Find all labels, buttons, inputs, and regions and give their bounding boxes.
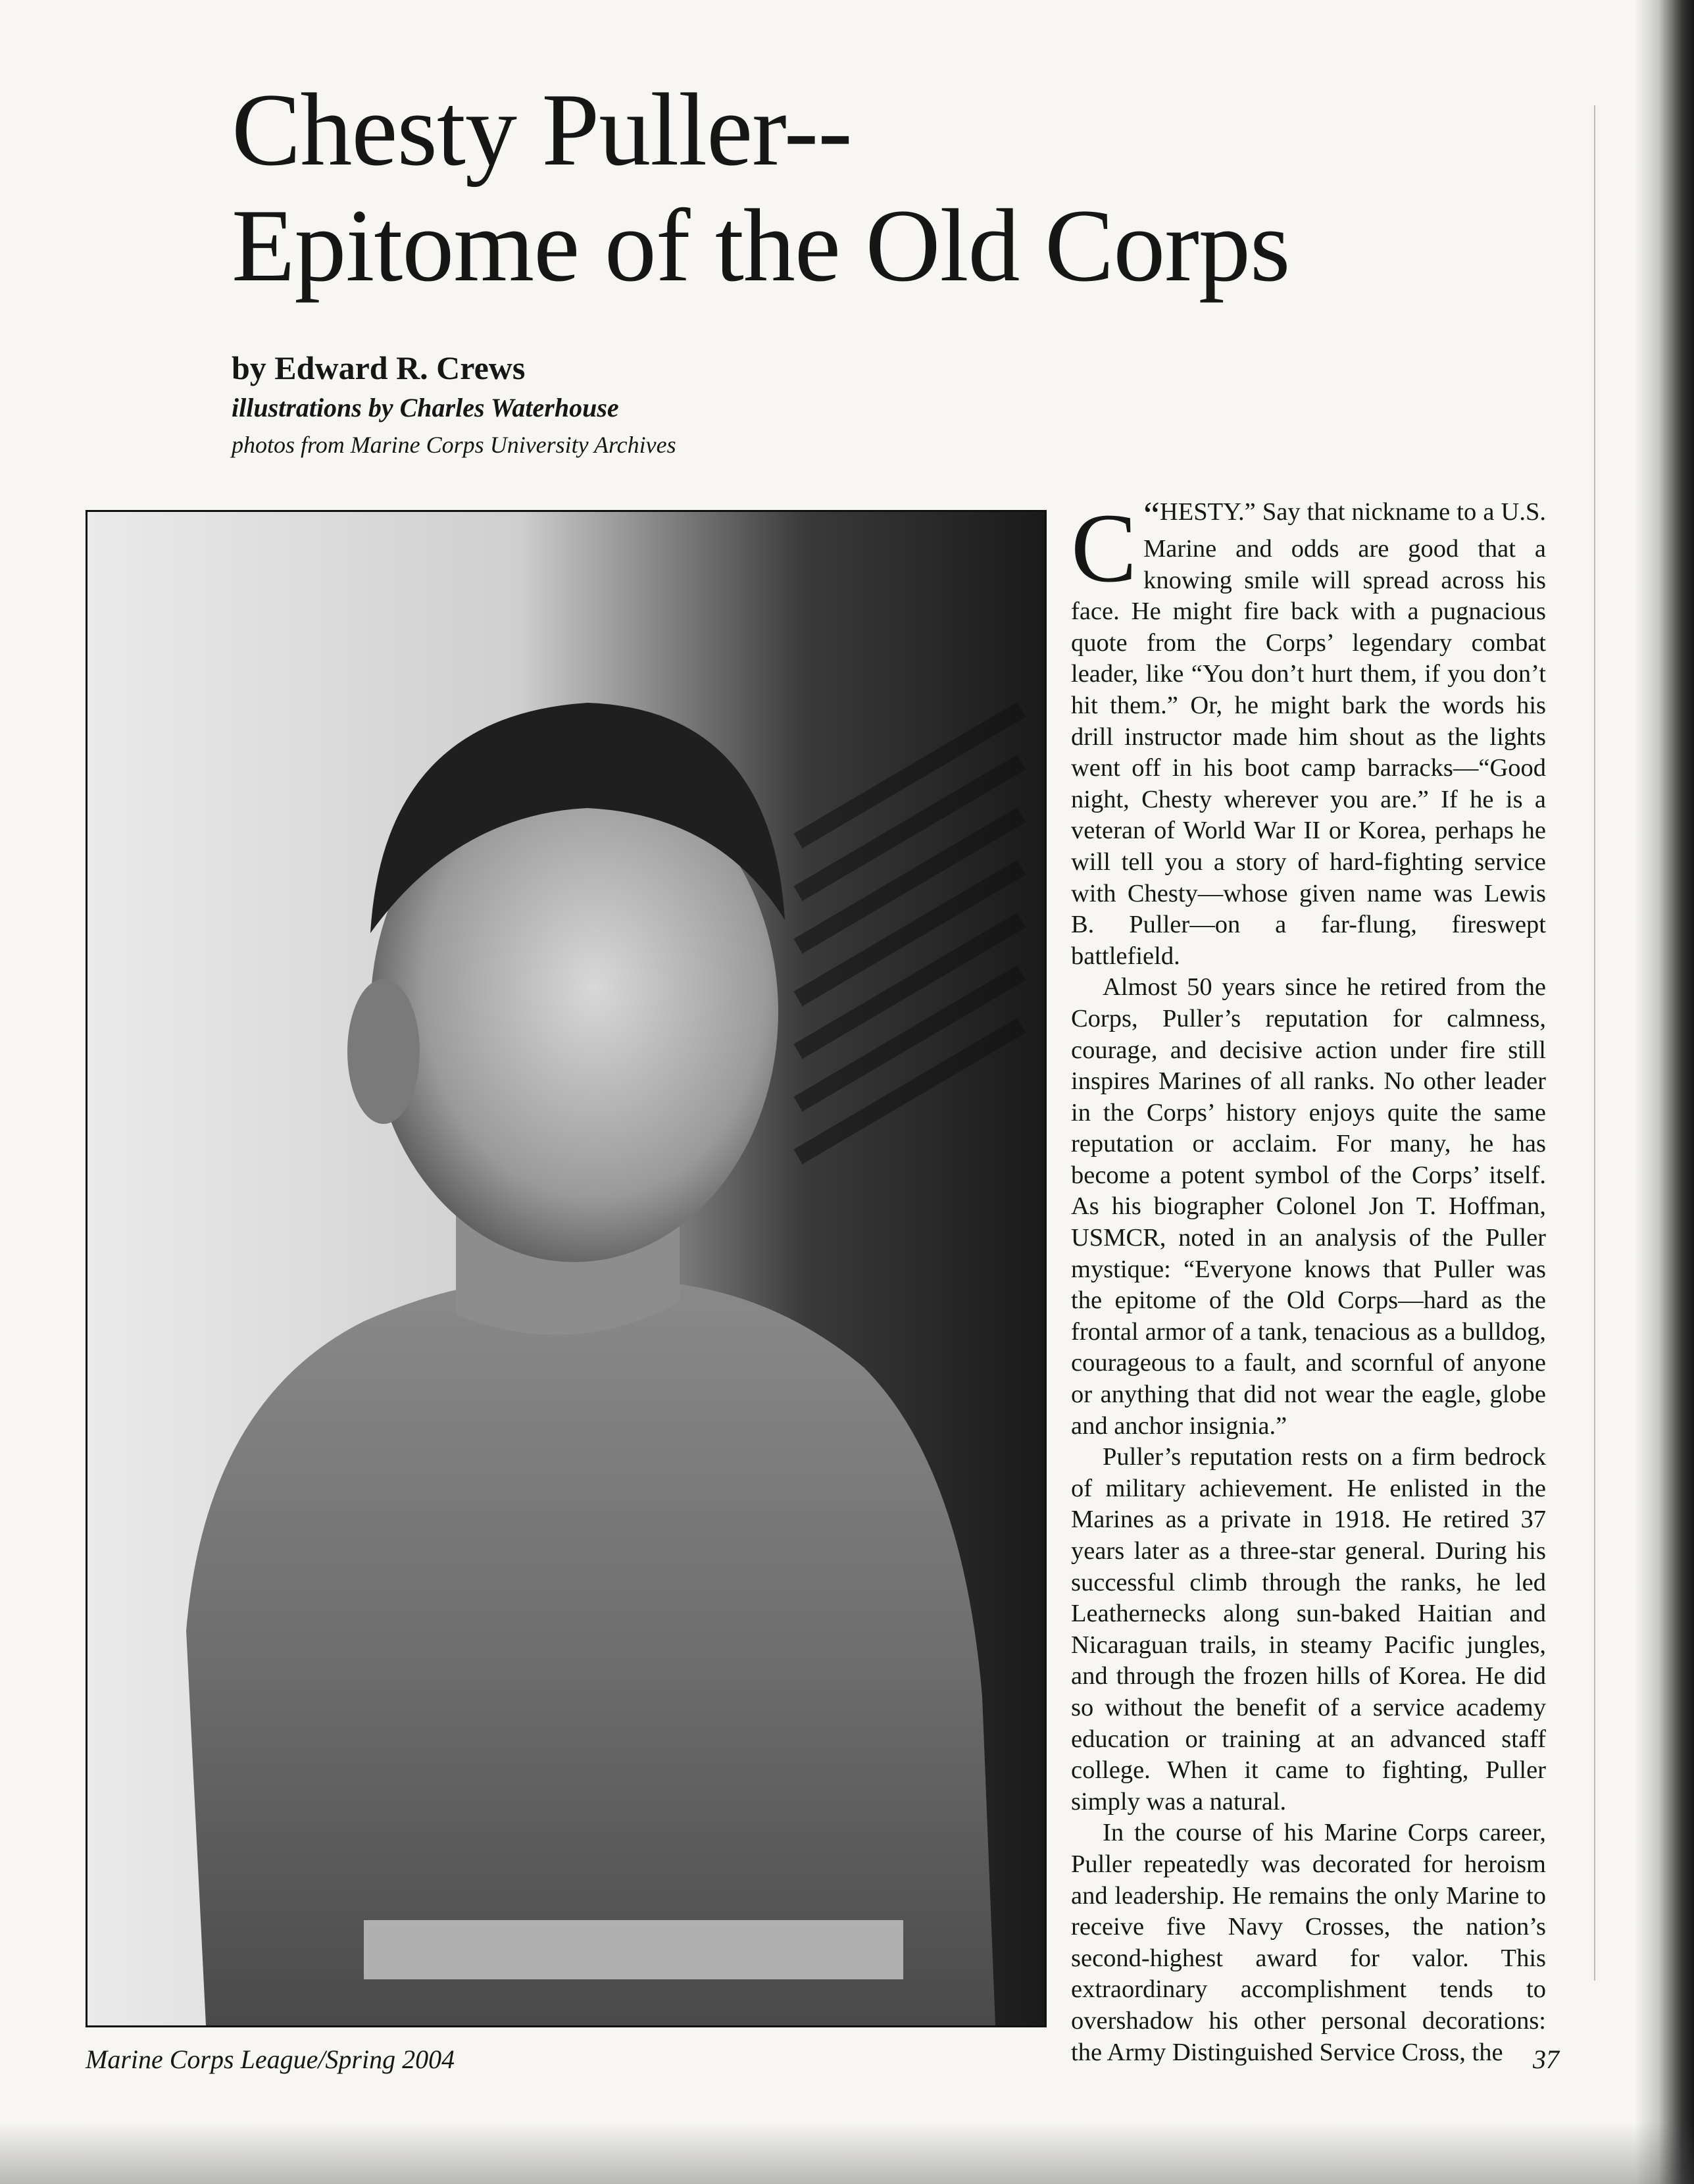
- subject-ear: [347, 979, 420, 1124]
- subject-belt: [364, 1920, 903, 1979]
- author-byline: by Edward R. Crews: [232, 349, 526, 386]
- subject-torso: [186, 1279, 995, 2025]
- article-paragraph-2: Almost 50 years since he retired from the Corps, Puller’s reputation for calmness, courage, and decisive action under fire still inspires Marines of all ranks. No other leader in the Corps’ history enjoys quite the same reputation or acclaim. For many, he has become a potent symbol of the Corps’ itself. As his biographer Colonel Jon T. Hoffman, USMCR, noted in an analysis of the Puller mystique: “Everyone knows that Puller was the epitome of the Old Corps—hard as the frontal armor of a tank, tenacious as a bulldog, courageous to a fault, and scornful of anyone or anything that did not wear the eagle, globe and anchor insignia.”: [1071, 973, 1546, 1440]
- title-line-1: Chesty Puller--: [232, 72, 852, 188]
- paragraph-1-text: HESTY.” Say that nickname to a U.S. Marine and odds are good that a knowing smile will spread across his face. He might fire back with a pugnacious quote from the Corps’ legendary combat leader, like “You don’t hurt them, if you don’t hit them.” Or, he might bark the words his drill instructor made him shout as the lights went off in his boot camp barracks—“Good night, Chesty wherever you are.” If he is a veteran of World War II or Korea, perhaps he will tell you a story of hard-fighting service with Chesty—whose given name was Lewis B. Puller—on a far-flung, fireswept battlefield.: [1071, 498, 1546, 970]
- portrait-photo: [86, 510, 1047, 2027]
- article-body: [1071, 494, 1546, 2068]
- page-binding-line: [1594, 105, 1595, 1981]
- page-number: 37: [1533, 2044, 1559, 2074]
- title-line-2: Epitome of the Old Corps: [232, 188, 1290, 303]
- opening-quote-mark: “: [1143, 495, 1160, 536]
- article-paragraph-1: [1071, 494, 1546, 972]
- article-paragraph-4: In the course of his Marine Corps career, Puller repeatedly was decorated for heroism and leadership. He remains the only Marine to receive five Navy Crosses, the nation’s second-highest award for valor. This extraordinary accomplishment tends to overshadow his other personal decorations: the Army Distinguished Service Cross, the: [1071, 1819, 1546, 2066]
- page-binding-shadow: [1635, 0, 1694, 2184]
- publication-footer: Marine Corps League/Spring 2004: [86, 2044, 455, 2074]
- drop-cap: C: [1071, 494, 1137, 603]
- article-title: [232, 72, 1514, 304]
- illustrations-credit: illustrations by Charles Waterhouse: [232, 393, 619, 422]
- photos-credit: photos from Marine Corps University Archives: [232, 432, 676, 458]
- article-paragraph-3: Puller’s reputation rests on a firm bedrock of military achievement. He enlisted in the Marines as a private in 1918. He retired 37 years later as a three-star general. During his successful climb through the ranks, he led Leathernecks along sun-baked Haitian and Nicaraguan trails, in steamy Pacific jungles, and through the frozen hills of Korea. He did so without the benefit of a service academy education or training at an advanced staff college. When it came to fighting, Puller simply was a natural.: [1071, 1443, 1546, 1816]
- scan-bottom-shadow: [0, 2121, 1694, 2184]
